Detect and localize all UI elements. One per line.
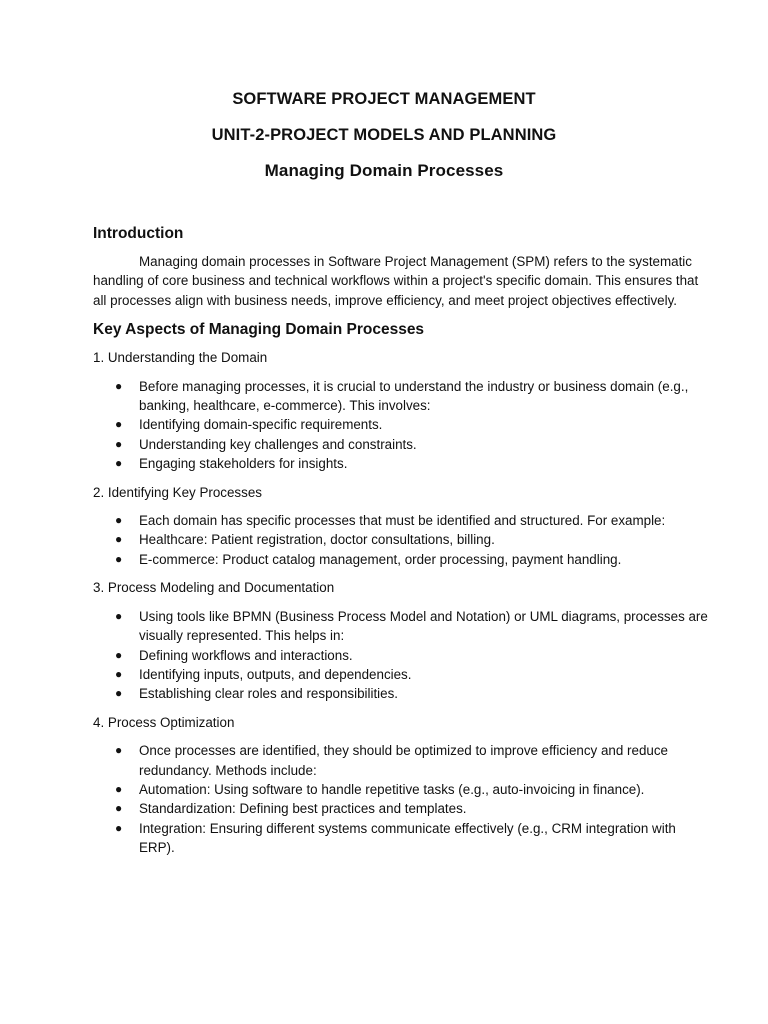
list-item-text: Integration: Ensuring different systems communicate effectively (e.g., CRM integration with ERP). [139,820,676,856]
introduction-heading: Introduction [93,225,184,242]
bullet-icon: ● [115,551,123,566]
bullet-icon: ● [115,436,123,451]
bullet-icon: ● [115,686,123,701]
bullet-list [93,511,715,569]
section-title: 2. Identifying Key Processes [93,484,262,500]
unit-title: UNIT-2-PROJECT MODELS AND PLANNING [211,126,557,144]
section-title: 4. Process Optimization [93,714,235,730]
bullet-list [93,377,715,474]
bullet-list [93,741,715,857]
bullet-icon: ● [115,417,123,432]
list-item [115,550,715,569]
list-item [115,646,715,665]
list-item [115,741,715,780]
list-item [115,684,715,703]
section-process-modeling [93,578,715,703]
bullet-icon: ● [115,647,123,662]
topic-title: Managing Domain Processes [264,161,504,180]
key-aspects-heading: Key Aspects of Managing Domain Processes [93,321,425,339]
list-item-text: Understanding key challenges and constraints. [139,436,417,452]
bullet-icon: ● [115,801,123,816]
list-item [115,377,715,416]
list-item [115,435,715,454]
section-identifying-processes [93,483,715,570]
section-understanding-domain [93,348,715,473]
introduction-paragraph: Managing domain processes in Software Project Management (SPM) refers to the systematic handling of core business and technical workflows within a project's specific domain. This ensures that all processes align with business needs, improve efficiency, and meet project objectives effectively. [93,254,699,308]
list-item-text: Automation: Using software to handle repetitive tasks (e.g., auto-invoicing in finance). [139,781,645,797]
document-body [93,224,715,867]
list-item [115,819,715,858]
course-title: SOFTWARE PROJECT MANAGEMENT [232,90,536,108]
section-process-optimization [93,713,715,858]
list-item-text: Establishing clear roles and responsibilities. [139,686,399,702]
list-item [115,511,715,530]
bullet-icon: ● [115,456,123,471]
bullet-icon: ● [115,820,123,835]
list-item [115,415,715,434]
list-item-text: E-commerce: Product catalog management, order processing, payment handling. [139,551,622,567]
list-item-text: Once processes are identified, they should be optimized to improve efficiency and reduce redundancy. Methods include: [139,743,668,778]
bullet-icon: ● [115,666,123,681]
list-item-text: Standardization: Defining best practices and templates. [139,801,467,817]
list-item-text: Defining workflows and interactions. [139,647,353,663]
list-item [115,530,715,549]
list-item-text: Each domain has specific processes that must be identified and structured. For example: [139,513,666,529]
bullet-icon: ● [115,608,123,623]
list-item [115,780,715,799]
list-item-text: Identifying inputs, outputs, and dependencies. [139,666,412,682]
list-item [115,799,715,818]
list-item-text: Before managing processes, it is crucial to understand the industry or business domain (e.g., banking, healthcare, e-commerce). This involves: [139,378,689,414]
bullet-icon: ● [115,378,123,393]
list-item [115,607,715,646]
list-item-text: Identifying domain-specific requirements. [139,417,383,433]
list-item-text: Healthcare: Patient registration, doctor consultations, billing. [139,532,495,548]
section-title: 1. Understanding the Domain [93,350,268,366]
list-item-text: Using tools like BPMN (Business Process Model and Notation) or UML diagrams, processes are visually represented. This helps in: [139,608,708,644]
bullet-icon: ● [115,781,123,796]
list-item [115,665,715,684]
section-title: 3. Process Modeling and Documentation [93,580,335,596]
list-item-text: Engaging stakeholders for insights. [139,456,348,472]
bullet-icon: ● [115,513,123,528]
bullet-list [93,607,715,704]
bullet-icon: ● [115,743,123,758]
list-item [115,454,715,473]
bullet-icon: ● [115,532,123,547]
